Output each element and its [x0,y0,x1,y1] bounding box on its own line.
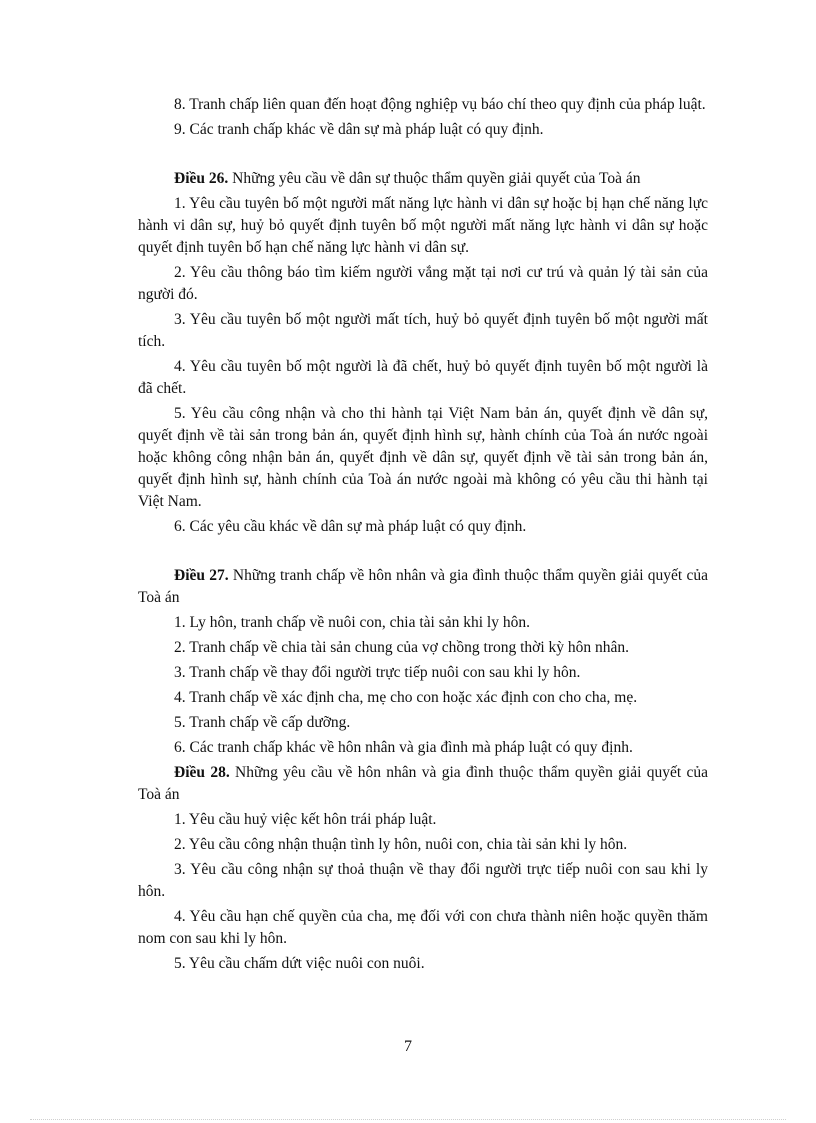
list-item: 4. Yêu cầu tuyên bố một người là đã chết, huỷ bỏ quyết định tuyên bố một người là đã chết. [138,358,708,397]
article-27-heading [138,565,708,609]
list-item: 3. Yêu cầu công nhận sự thoả thuận về thay đổi người trực tiếp nuôi con sau khi ly hôn. [138,861,708,900]
list-item: 1. Yêu cầu huỷ việc kết hôn trái pháp luật. [174,811,437,828]
list-item: 2. Yêu cầu thông báo tìm kiếm người vắng mặt tại nơi cư trú và quản lý tài sản của người đó. [138,264,708,303]
list-item: 3. Yêu cầu tuyên bố một người mất tích, huỷ bỏ quyết định tuyên bố một người mất tích. [138,311,708,350]
list-item: 2. Yêu cầu công nhận thuận tình ly hôn, nuôi con, chia tài sản khi ly hôn. [174,836,628,853]
list-item: 9. Các tranh chấp khác về dân sự mà pháp luật có quy định. [174,121,544,138]
list-item: 8. Tranh chấp liên quan đến hoạt động nghiệp vụ báo chí theo quy định của pháp luật. [174,96,706,113]
list-item: 6. Các yêu cầu khác về dân sự mà pháp luật có quy định. [174,518,527,535]
article-heading-text: Những yêu cầu về hôn nhân và gia đình thuộc thẩm quyền giải quyết của Toà án [138,764,708,803]
list-item: 1. Yêu cầu tuyên bố một người mất năng lực hành vi dân sự hoặc bị hạn chế năng lực hành vi dân sự, huỷ bỏ quyết định tuyên bố một người mất năng lực hành vi dân sự hoặc quyết định tuyên bố hạn chế năng lực hành vi dân sự. [138,195,708,256]
list-item: 5. Yêu cầu chấm dứt việc nuôi con nuôi. [174,955,425,972]
article-28-heading [138,762,708,806]
article-26-heading [138,168,708,190]
list-item: 4. Tranh chấp về xác định cha, mẹ cho con hoặc xác định con cho cha, mẹ. [174,689,638,706]
list-item: 4. Yêu cầu hạn chế quyền của cha, mẹ đối với con chưa thành niên hoặc quyền thăm nom con sau khi ly hôn. [138,908,708,947]
article-title: Điều 27. [174,567,229,584]
list-item: 3. Tranh chấp về thay đổi người trực tiếp nuôi con sau khi ly hôn. [174,664,581,681]
list-item: 2. Tranh chấp về chia tài sản chung của vợ chồng trong thời kỳ hôn nhân. [174,639,630,656]
article-title: Điều 26. [174,170,229,187]
list-item: 5. Tranh chấp về cấp dưỡng. [174,714,351,731]
page-number: 7 [404,1038,412,1055]
article-title: Điều 28. [174,764,230,781]
list-item: 5. Yêu cầu công nhận và cho thi hành tại Việt Nam bản án, quyết định về dân sự, quyết định về tài sản trong bản án, quyết định hình sự, hành chính của Toà án nước ngoài hoặc không công nhận bản án, quyết định về dân sự, quyết định về tài sản trong bản án, quyết định hình sự, hành chính của Toà án nước ngoài mà không có yêu cầu thi hành tại Việt Nam. [138,405,708,510]
page-divider [30,1119,786,1120]
spacer [138,541,708,565]
article-heading-text: Những yêu cầu về dân sự thuộc thẩm quyền giải quyết của Toà án [228,170,641,187]
document-page [138,94,708,978]
article-heading-text: Những tranh chấp về hôn nhân và gia đình thuộc thẩm quyền giải quyết của Toà án [138,567,708,606]
list-item: 6. Các tranh chấp khác về hôn nhân và gia đình mà pháp luật có quy định. [174,739,633,756]
spacer [138,144,708,168]
list-item: 1. Ly hôn, tranh chấp về nuôi con, chia tài sản khi ly hôn. [174,614,530,631]
